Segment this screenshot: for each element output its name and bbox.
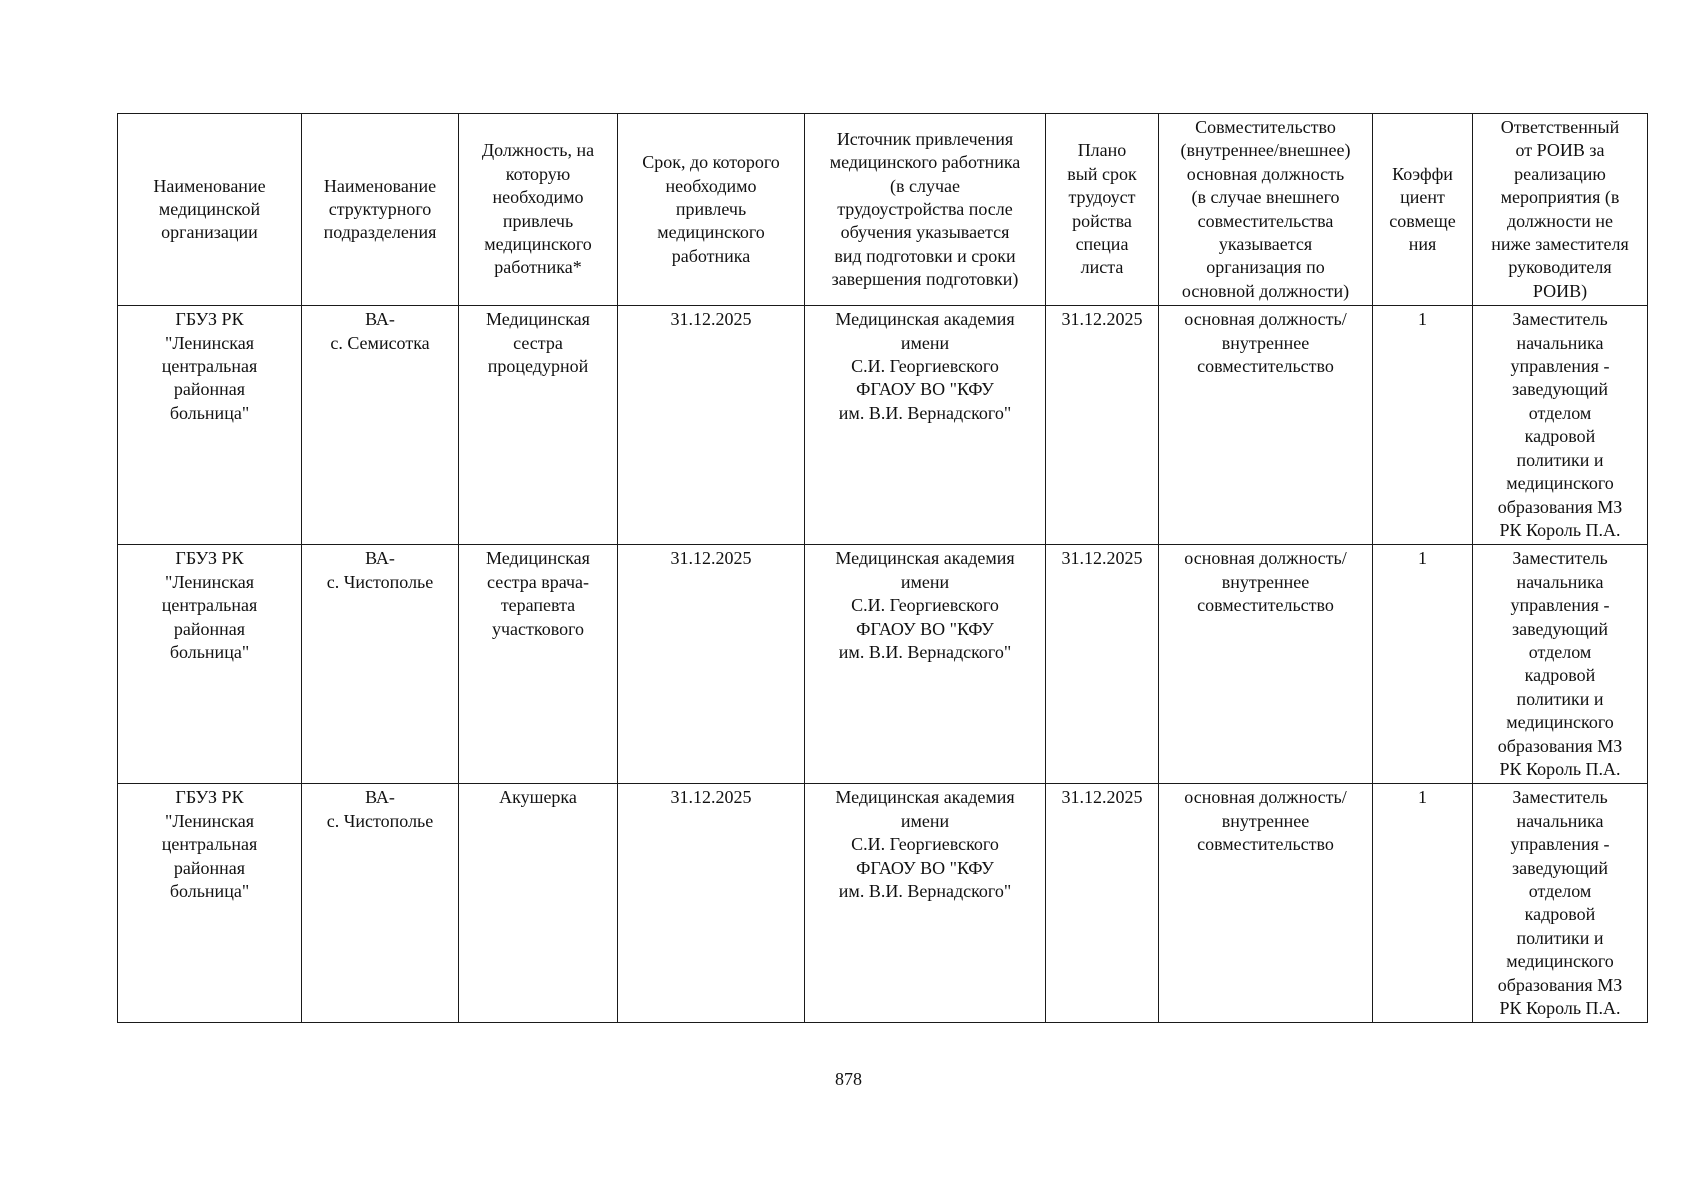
header-deadline: Срок, до которого необходимо привлечь медицинского работника — [618, 114, 805, 306]
cell-position: Медицинская сестра врача- терапевта участкового — [459, 545, 618, 784]
cell-coefficient: 1 — [1373, 545, 1473, 784]
cell-deadline: 31.12.2025 — [618, 545, 805, 784]
table-row — [118, 784, 1648, 1023]
table-row — [118, 545, 1648, 784]
cell-coefficient: 1 — [1373, 306, 1473, 545]
cell-organization: ГБУЗ РК "Ленинская центральная районная больница" — [118, 306, 302, 545]
header-position: Должность, на которую необходимо привлечь медицинского работника* — [459, 114, 618, 306]
cell-source: Медицинская академия имени С.И. Георгиевского ФГАОУ ВО "КФУ им. В.И. Вернадского" — [805, 306, 1046, 545]
cell-combination: основная должность/ внутреннее совместительство — [1159, 306, 1373, 545]
cell-organization: ГБУЗ РК "Ленинская центральная районная больница" — [118, 545, 302, 784]
cell-responsible: Заместитель начальника управления - заведующий отделом кадровой политики и медицинского образования МЗ РК Король П.А. — [1473, 784, 1648, 1023]
cell-department: ВА- с. Семисотка — [302, 306, 459, 545]
table-header — [118, 114, 1648, 306]
header-row — [118, 114, 1648, 306]
cell-department: ВА- с. Чистополье — [302, 784, 459, 1023]
cell-department: ВА- с. Чистополье — [302, 545, 459, 784]
cell-responsible: Заместитель начальника управления - заведующий отделом кадровой политики и медицинского образования МЗ РК Король П.А. — [1473, 545, 1648, 784]
cell-position: Медицинская сестра процедурной — [459, 306, 618, 545]
cell-source: Медицинская академия имени С.И. Георгиевского ФГАОУ ВО "КФУ им. В.И. Вернадского" — [805, 545, 1046, 784]
header-department: Наименование структурного подразделения — [302, 114, 459, 306]
header-combination: Совместительство (внутреннее/внешнее) основная должность (в случае внешнего совместительства указывается организация по основной должности) — [1159, 114, 1373, 306]
page-number: 878 — [835, 1069, 862, 1089]
cell-deadline: 31.12.2025 — [618, 784, 805, 1023]
cell-planned-date: 31.12.2025 — [1046, 306, 1159, 545]
cell-responsible: Заместитель начальника управления - заведующий отделом кадровой политики и медицинского образования МЗ РК Король П.А. — [1473, 306, 1648, 545]
header-responsible: Ответственный от РОИВ за реализацию мероприятия (в должности не ниже заместителя руководителя РОИВ) — [1473, 114, 1648, 306]
cell-combination: основная должность/ внутреннее совместительство — [1159, 784, 1373, 1023]
cell-position: Акушерка — [459, 784, 618, 1023]
table-body — [118, 306, 1648, 1023]
cell-organization: ГБУЗ РК "Ленинская центральная районная больница" — [118, 784, 302, 1023]
cell-planned-date: 31.12.2025 — [1046, 784, 1159, 1023]
header-planned-date: Плано вый срок трудоуст ройства специа листа — [1046, 114, 1159, 306]
cell-coefficient: 1 — [1373, 784, 1473, 1023]
cell-source: Медицинская академия имени С.И. Георгиевского ФГАОУ ВО "КФУ им. В.И. Вернадского" — [805, 784, 1046, 1023]
cell-combination: основная должность/ внутреннее совместительство — [1159, 545, 1373, 784]
table-row — [118, 306, 1648, 545]
header-organization: Наименование медицинской организации — [118, 114, 302, 306]
cell-deadline: 31.12.2025 — [618, 306, 805, 545]
header-coefficient: Коэффи циент совмеще ния — [1373, 114, 1473, 306]
cell-planned-date: 31.12.2025 — [1046, 545, 1159, 784]
header-source: Источник привлечения медицинского работника (в случае трудоустройства после обучения указывается вид подготовки и сроки завершения подготовки) — [805, 114, 1046, 306]
staffing-table — [117, 113, 1648, 1023]
